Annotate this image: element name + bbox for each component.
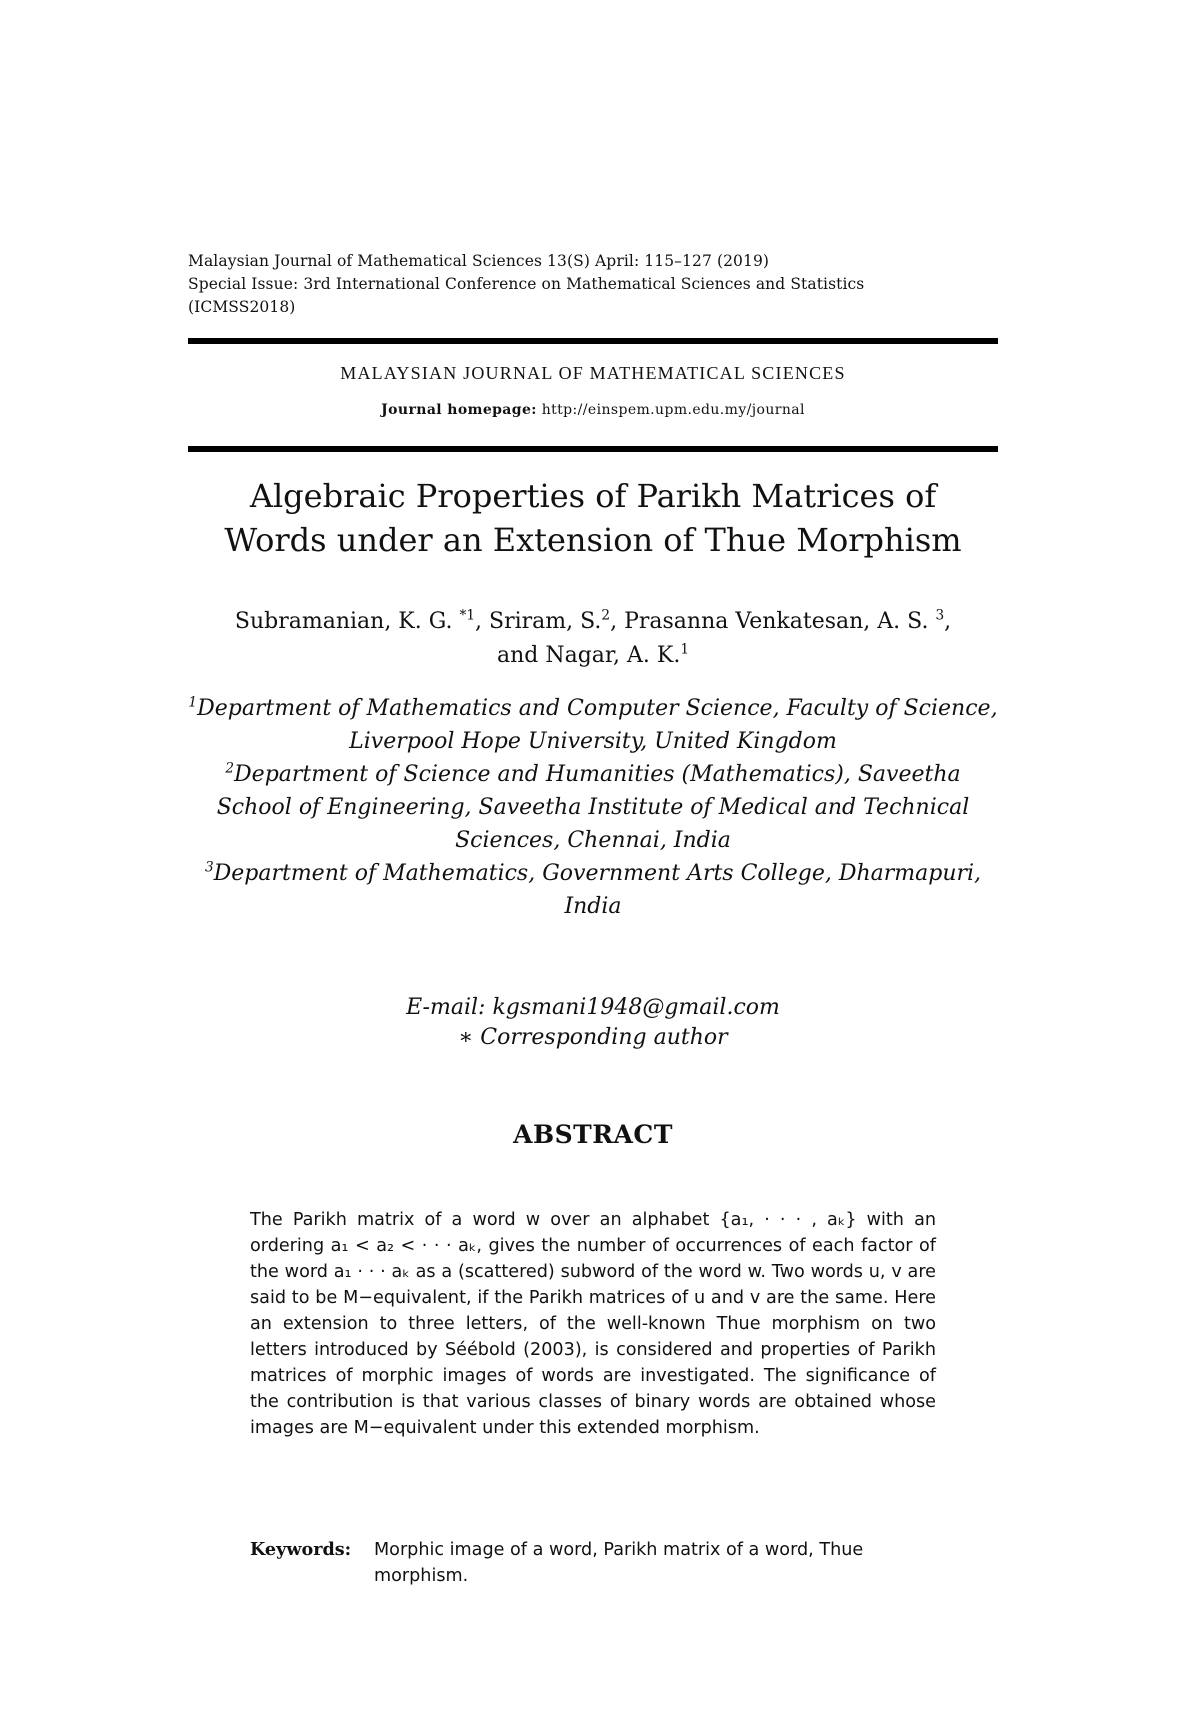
author-mark: 1: [680, 641, 689, 658]
affiliation-mark: 2: [225, 760, 235, 777]
citation-header: [188, 250, 1008, 319]
bottom-rule: [188, 446, 998, 452]
author-line: Subramanian, K. G. $^{*1}$, Sriram, S.$^2$, Prasanna Venkatesan, A. S. $^3$,: [234, 607, 952, 634]
affiliation-text: Department of Mathematics, Government Arts College, Dharmapuri, India: [213, 861, 982, 919]
title-line: Algebraic Properties of Parikh Matrices of: [249, 477, 937, 515]
affiliation-text: Department of Science and Humanities (Mathematics), Saveetha School of Engineering, Saveetha Institute of Medical and Technical Sciences, Chennai, India: [216, 762, 970, 853]
journal-homepage: [188, 402, 998, 418]
paper-title: [188, 474, 998, 562]
author-name: Prasanna Venkatesan, A. S.: [624, 609, 929, 634]
special-issue-line: Special Issue: 3rd International Conference on Mathematical Sciences and Statistics: [188, 275, 865, 293]
author-list: [188, 605, 998, 673]
author-name: and Nagar, A. K.: [497, 643, 681, 668]
author-name: Sriram, S.: [489, 609, 602, 634]
top-rule: [188, 338, 998, 344]
affiliation-text: Department of Mathematics and Computer Science, Faculty of Science, Liverpool Hope University, United Kingdom: [197, 696, 998, 754]
abstract-heading: ABSTRACT: [513, 1120, 673, 1149]
affiliation: [188, 758, 998, 857]
author-line: [188, 639, 998, 673]
citation-line: Malaysian Journal of Mathematical Sciences 13(S) April: 115–127 (2019): [188, 252, 770, 270]
affiliation-mark: 3: [204, 859, 214, 876]
journal-name: MALAYSIAN JOURNAL OF MATHEMATICAL SCIENCES: [340, 363, 846, 383]
author-mark: 3: [935, 607, 945, 624]
corresponding-author-note: ∗ Corresponding author: [458, 1025, 728, 1050]
author-mark: *1: [459, 607, 475, 624]
affiliation: [188, 857, 998, 923]
special-issue-line-cont: (ICMSS2018): [188, 298, 296, 316]
affiliation: [188, 692, 998, 758]
title-line: Words under an Extension of Thue Morphism: [224, 521, 962, 559]
homepage-link[interactable]: http://einspem.upm.edu.my/journal: [541, 402, 805, 418]
author-name: Subramanian, K. G.: [234, 609, 453, 634]
homepage-label: Journal homepage:: [381, 402, 537, 418]
contact-info: [188, 993, 998, 1053]
keywords-text: Morphic image of a word, Parikh matrix of a word, Thue morphism.: [374, 1540, 864, 1586]
affiliation-mark: 1: [188, 694, 198, 711]
email[interactable]: E-mail: kgsmani1948@gmail.com: [406, 995, 780, 1020]
abstract-body: The Parikh matrix of a word w over an alphabet {a₁, · · · , aₖ} with an ordering a₁ < a₂ < · · · aₖ, gives the number of occurrences of each factor of the word a₁ · · · aₖ as a (scattered) subword of the word w. Two words u, v are said to be M−equivalent, if the Parikh matrices of u and v are the same. Here an extension to three letters, of the well-known Thue morphism on two letters introduced by Séébold (2003), is considered and properties of Parikh matrices of morphic images of words are investigated. The significance of the contribution is that various classes of binary words are obtained whose images are M−equivalent under this extended morphism.: [250, 1210, 936, 1438]
keywords-label: Keywords:: [250, 1539, 352, 1560]
keywords: [250, 1537, 936, 1589]
affiliations: [188, 692, 998, 923]
author-mark: 2: [601, 607, 611, 624]
